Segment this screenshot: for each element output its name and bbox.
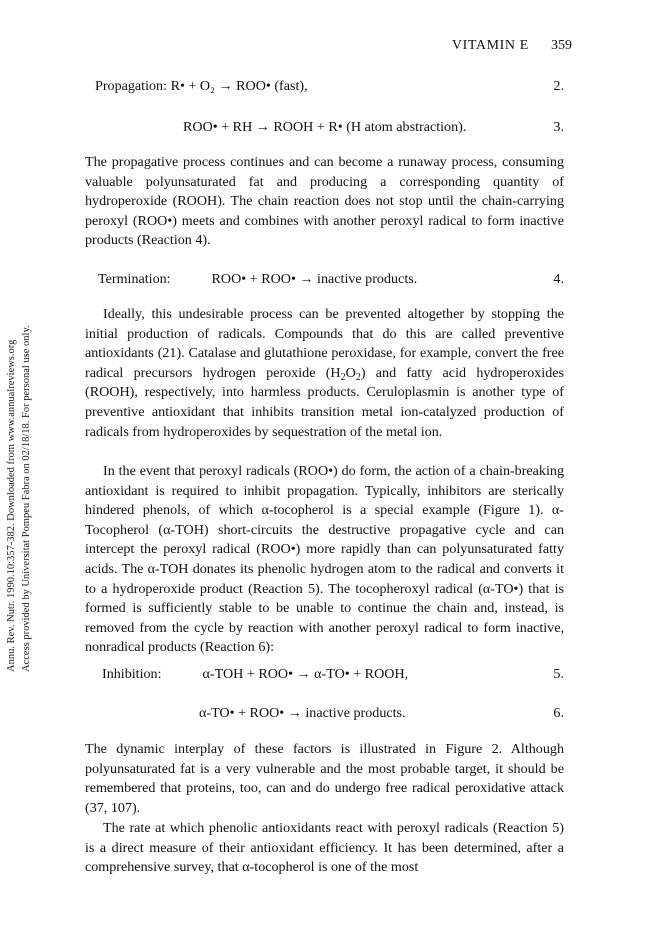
equation-5 — [102, 666, 408, 683]
paragraph-2-body — [85, 305, 564, 442]
running-header — [452, 38, 572, 54]
equation-4-number: 4. — [553, 271, 564, 287]
running-title: VITAMIN E — [451, 38, 529, 53]
margin-note-line1: Annu. Rev. Nutr. 1990.10:357-382. Downloaded from www.annualreviews.org — [6, 339, 17, 672]
equation-5-body: α-TOH + ROO• → α-TO• + ROOH, — [202, 666, 409, 682]
equation-4 — [98, 271, 417, 288]
paragraph-2 — [85, 305, 564, 442]
paragraph-1: The propagative process continues and can become a runaway process, consuming valuable polyunsaturated fat and producing a corresponding quantity of hydroperoxide (ROOH). The chain reaction does not stop until the chain-carrying peroxyl (ROO•) meets and combines with another peroxyl radical to form inactive products (Reaction 4). — [85, 154, 564, 249]
paragraph-3-body: In the event that peroxyl radicals (ROO•) do form, the action of a chain-breaking antioxidant is required to inhibit propagation. Typically, inhibitors are sterically hindered phenols, of which α-tocopherol is a special example (Figure 1). α-Tocopherol (α-TOH) short-circuits the destructive propagative cycle and can intercept the peroxyl radical (ROO•) more rapidly than can polyunsaturated fatty acids. The α-TOH donates its phenolic hydrogen atom to the radical and converts it to a hydroperoxide product (Reaction 5). The tocopheroxyl radical (α-TO•) that is formed is sufficiently stable to be unable to continue the chain and, instead, is removed from the cycle by reaction with another peroxyl radical to form inactive, nonradical products (Reaction 6): — [85, 463, 564, 656]
equation-3-body: ROO• + RH → ROOH + R• (H atom abstraction). — [183, 119, 467, 135]
equation-5-number: 5. — [553, 666, 564, 682]
paragraph-2-part-a: Ideally, this undesirable process can be prevented altogether by stopping the initial production of radicals. Compounds that do this are called preventive antioxidants (21). Catalase and glutathione peroxidase, for example, convert the free radical precursors hydrogen peroxide (H — [85, 306, 564, 381]
equation-2-number: 2. — [553, 78, 564, 94]
equation-4-label: Termination: — [98, 271, 171, 287]
equation-5-label: Inhibition: — [102, 666, 162, 682]
equation-4-body: ROO• + ROO• → inactive products. — [211, 271, 418, 287]
paragraph-3 — [85, 462, 564, 658]
equation-3-number: 3. — [553, 119, 564, 135]
subscript: 2 — [355, 371, 361, 383]
paragraph-5 — [85, 819, 564, 878]
paragraph-4: The dynamic interplay of these factors is illustrated in Figure 2. Although polyunsaturated fat is a very vulnerable and the most probable target, it should be remembered that proteins, too, can and do undergo free radical peroxidative attack (37, 107). — [85, 741, 564, 816]
margin-download-note — [4, 262, 34, 672]
paragraph-5-body: The rate at which phenolic antioxidants react with peroxyl radicals (Reaction 5) is a direct measure of their antioxidant efficiency. It has been determined, after a comprehensive survey, that α-tocopherol is one of the most — [85, 820, 564, 876]
page-number: 359 — [551, 38, 572, 53]
equation-2-body: R• + O₂ → ROO• (fast), — [170, 78, 308, 94]
equation-6-body: α-TO• + ROO• → inactive products. — [199, 705, 406, 721]
paragraph-2-part-b: O — [345, 364, 356, 381]
subscript: 2 — [340, 371, 346, 383]
paragraph-2-part-c: ) and fatty acid hydroperoxides (ROOH), respectively, into harmless products. Ceruloplasmin is another type of preventive antioxidant that inhibits transition metal ion-catalyzed production of radicals from hydroperoxides by sequestration of the metal ion. — [85, 364, 564, 440]
equation-2 — [95, 78, 308, 95]
equation-2-label: Propagation: — [95, 78, 168, 94]
equation-6-number: 6. — [553, 705, 564, 721]
margin-note-line2: Access provided by Universitat Pompeu Fabra on 02/18/18. For personal use only. — [21, 325, 32, 672]
